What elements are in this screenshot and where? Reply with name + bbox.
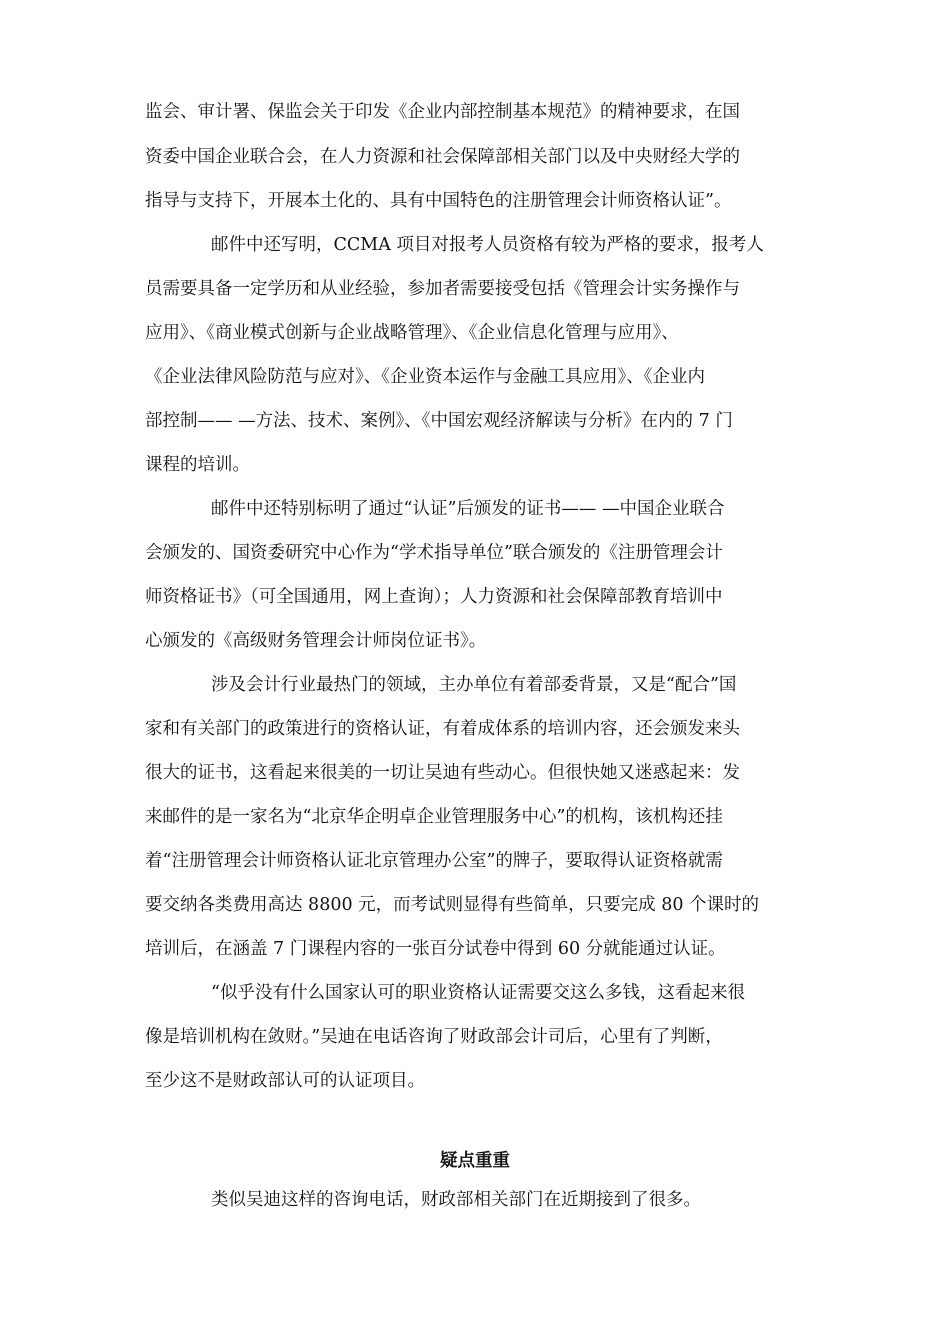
- paragraph-line: 像是培训机构在敛财。”吴迪在电话咨询了财政部会计司后，心里有了判断，: [145, 1027, 723, 1047]
- paragraph-line: 员需要具备一定学历和从业经验，参加者需要接受包括《管理会计实务操作与: [145, 279, 740, 299]
- paragraph-line: 部控制—— —方法、技术、案例》、《中国宏观经济解读与分析》在内的 7 门: [145, 411, 733, 431]
- paragraph-line: 很大的证书，这看起来很美的一切让吴迪有些动心。但很快她又迷惑起来：发: [145, 763, 740, 783]
- paragraph-line: 心颁发的《高级财务管理会计师岗位证书》。: [145, 631, 487, 651]
- paragraph-line: 资委中国企业联合会，在人力资源和社会保障部相关部门以及中央财经大学的: [145, 147, 740, 167]
- paragraph-line: 邮件中还特别标明了通过“认证”后颁发的证书—— —中国企业联合: [211, 499, 725, 519]
- paragraph-line: 类似吴迪这样的咨询电话，财政部相关部门在近期接到了很多。: [211, 1190, 701, 1210]
- paragraph-line: “似乎没有什么国家认可的职业资格认证需要交这么多钱，这看起来很: [211, 983, 745, 1003]
- paragraph-line: 课程的培训。: [145, 455, 250, 475]
- paragraph-line: 家和有关部门的政策进行的资格认证，有着成体系的培训内容，还会颁发来头: [145, 719, 740, 739]
- paragraph-line: 来邮件的是一家名为“北京华企明卓企业管理服务中心”的机构，该机构还挂: [145, 807, 723, 827]
- paragraph-line: 培训后，在涵盖 7 门课程内容的一张百分试卷中得到 60 分就能通过认证。: [145, 939, 726, 959]
- paragraph-line: 指导与支持下，开展本土化的、具有中国特色的注册管理会计师资格认证”。: [145, 191, 732, 211]
- paragraph-line: 要交纳各类费用高达 8800 元，而考试则显得有些简单，只要完成 80 个课时的: [145, 895, 760, 915]
- paragraph-line: 涉及会计行业最热门的领域，主办单位有着部委背景，又是“配合”国: [211, 675, 737, 695]
- paragraph-line: 着“注册管理会计师资格认证北京管理办公室”的牌子，要取得认证资格就需: [145, 851, 723, 871]
- paragraph-line: 会颁发的、国资委研究中心作为“学术指导单位”联合颁发的《注册管理会计: [145, 543, 723, 563]
- paragraph-line: 邮件中还写明，CCMA 项目对报考人员资格有较为严格的要求，报考人: [211, 235, 764, 255]
- paragraph-line: 师资格证书》（可全国通用，网上查询）；人力资源和社会保障部教育培训中: [145, 587, 723, 607]
- paragraph-line: 应用》、《商业模式创新与企业战略管理》、《企业信息化管理与应用》、: [145, 323, 679, 343]
- paragraph-line: 至少这不是财政部认可的认证项目。: [145, 1071, 425, 1091]
- section-heading: 疑点重重: [440, 1151, 510, 1171]
- paragraph-line: 《企业法律风险防范与应对》、《企业资本运作与金融工具应用》、《企业内: [145, 367, 705, 387]
- paragraph-line: 监会、审计署、保监会关于印发《企业内部控制基本规范》的精神要求，在国: [145, 102, 740, 122]
